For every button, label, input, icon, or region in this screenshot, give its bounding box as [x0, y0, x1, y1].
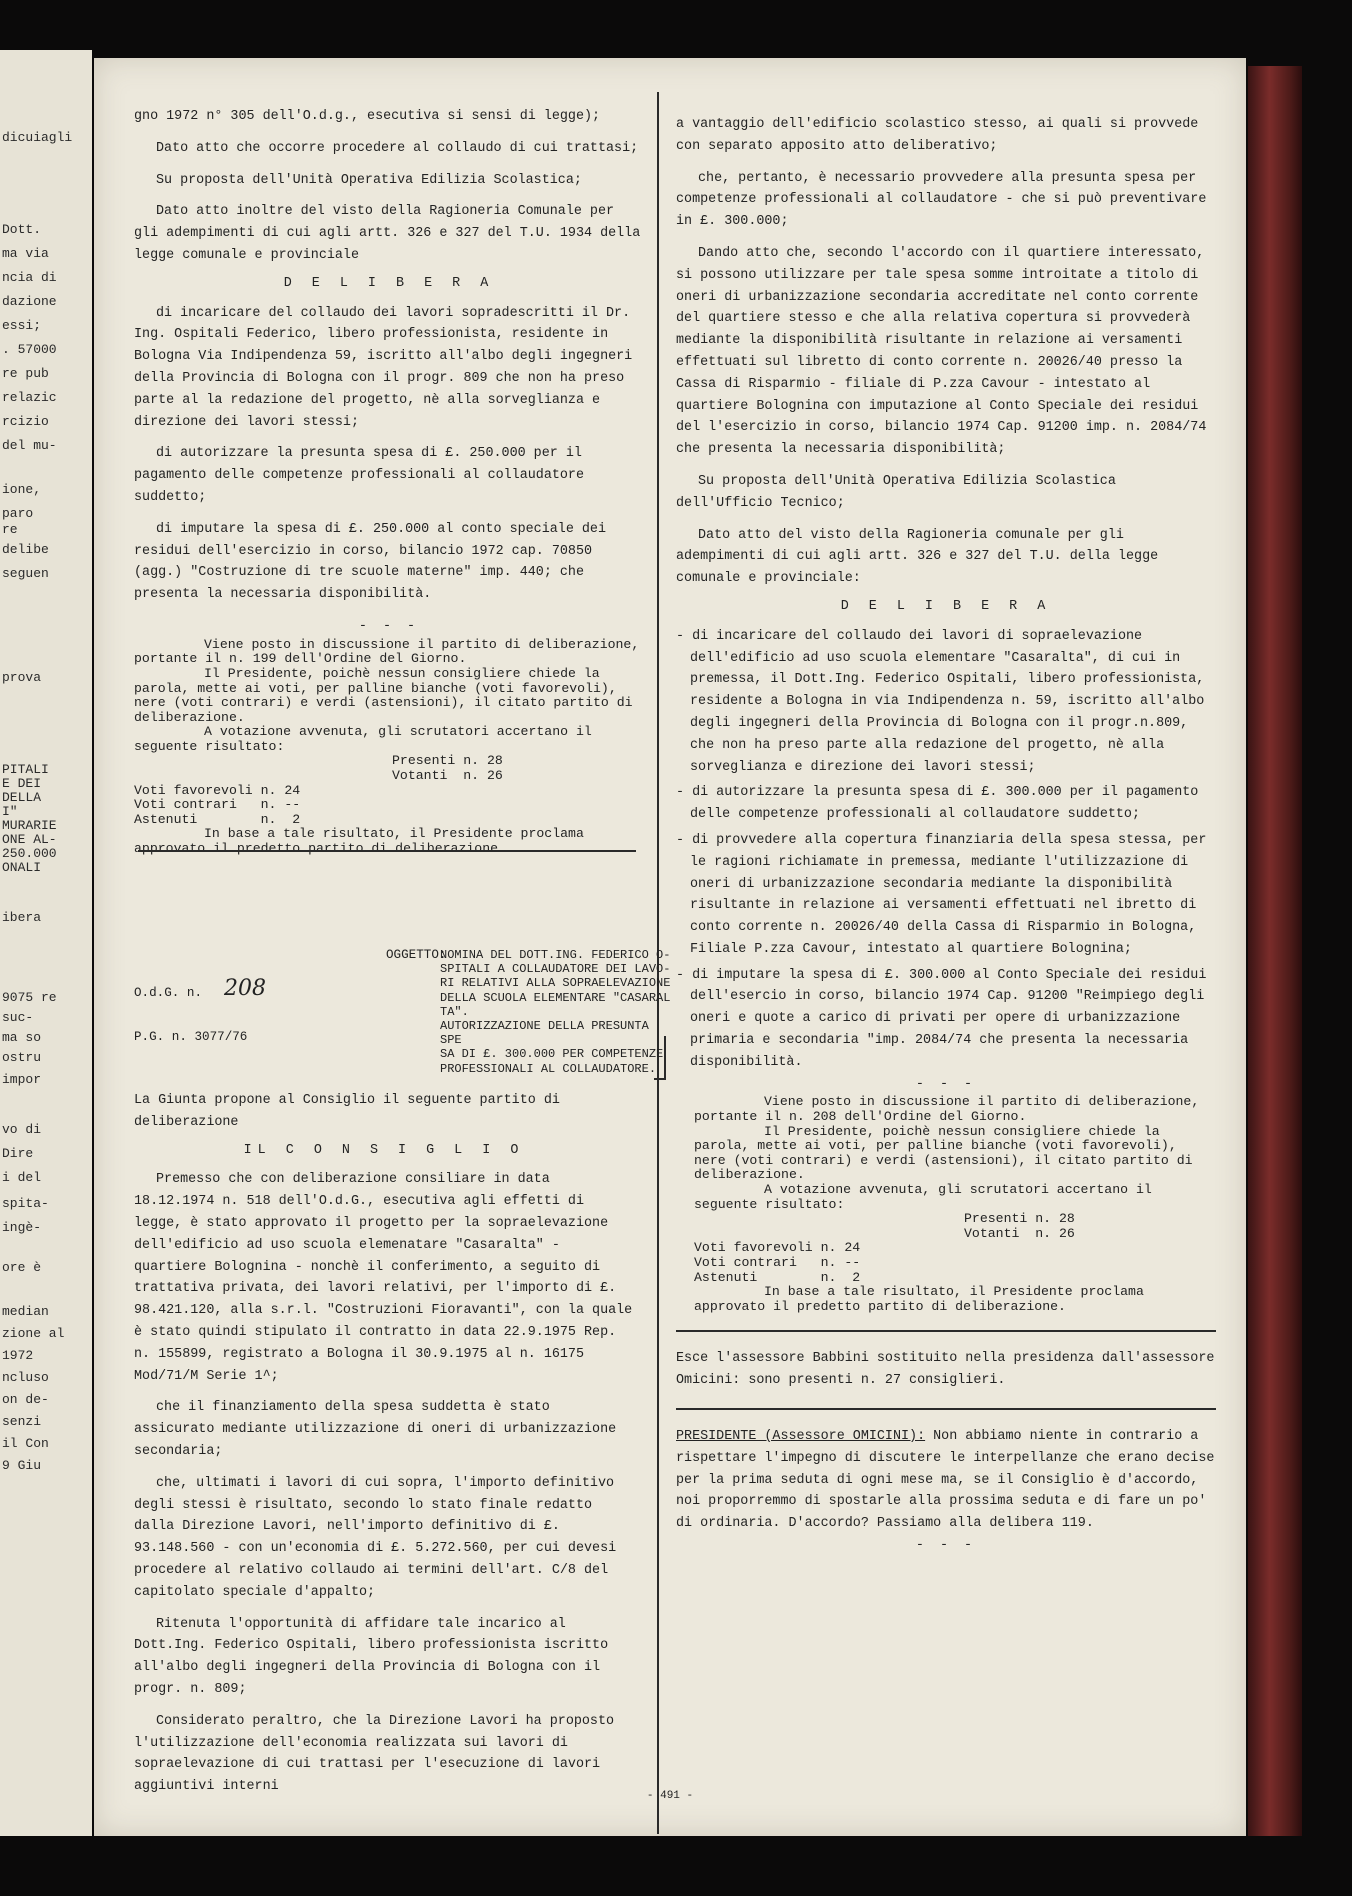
paragraph: Su proposta dell'Unità Operativa Edilizia Scolastica;	[156, 172, 582, 188]
presidente-label: PRESIDENTE (Assessore OMICINI):	[676, 1428, 926, 1444]
vote-text: Il Presidente, poichè nessun consigliere chiede la parola, mette ai voti, per palline bianche (voti favorevoli), nere (voti contrari) e verdi (astensioni), il citato partito di deliberazione.	[694, 1123, 1193, 1183]
prev-page-line: Dire	[2, 1146, 34, 1161]
prev-page-line: dazione	[2, 294, 57, 309]
prev-page-line: ma so	[2, 1030, 42, 1045]
prev-page-line: 1972	[2, 1348, 34, 1363]
proclama: In base a tale risultato, il Presidente proclama approvato il predetto partito di deliberazione.	[134, 826, 584, 857]
delibera-item: - di imputare la spesa di £. 300.000 al Conto Speciale dei residui dell'esercio in corso, bilancio 1974 Cap. 91200 "Reimpiego degli oneri e quote a carico di privati per opere di urbanizzazione primaria e secondaria "imp. 2084/74 che presenta la necessaria disponibilità.	[676, 967, 1207, 1070]
book-binding	[1248, 66, 1302, 1836]
oggetto-label: OGGETTO:	[386, 948, 447, 962]
prev-page-line: 9075 re	[2, 990, 57, 1005]
end-separator: - - -	[915, 1537, 977, 1553]
document-page	[94, 58, 1246, 1836]
pg-number: P.G. n. 3077/76	[134, 1030, 248, 1044]
votanti: Votanti n. 26	[392, 768, 503, 784]
prev-page-line: E DEI	[2, 776, 42, 791]
paragraph: che, ultimati i lavori di cui sopra, l'importo definitivo degli stessi è risultato, secondo lo stato finale redatto dalla Direzione Lavori, nell'importo definitivo di £. 93.148.560 - con un'economia di £. 5.272.560, per cui devesi procedere al relativo collaudo ai termini dell'art. C/8 del capitolato speciale d'appalto;	[134, 1475, 617, 1600]
paragraph: Su proposta dell'Unità Operativa Edilizia Scolastica dell'Ufficio Tecnico;	[676, 473, 1116, 511]
prev-page-line: relazic	[2, 390, 57, 405]
prev-page-line: ore è	[2, 1260, 42, 1275]
delibera-item: di incaricare del collaudo dei lavori sopradescritti il Dr. Ing. Ospitali Federico, libero professionista, residente in Bologna Via Indipendenza 59, iscritto all'albo degli ingegneri della Provincia di Bologna con il progr. 809 che non ha preso parte al la redazione del progetto, nè alla sorveglianza e direzione dei lavori stessi;	[134, 305, 633, 430]
presidente-text: Non abbiamo niente in contrario a rispettare l'impegno di discutere le interpellanze che erano decise per la prima seduta di ogni mese ma, se il Consiglio è d'accordo, noi proporremmo di spostarle alla prossima seduta e di fare un po' di ordinaria. D'accordo? Passiamo alla delibera 119.	[676, 1428, 1215, 1532]
prev-page-line: ibera	[2, 910, 42, 925]
right-column	[676, 114, 1216, 1557]
astenuti: Astenuti n. 2	[694, 1269, 861, 1285]
previous-page-edge	[0, 50, 92, 1836]
prev-page-line: senzi	[2, 1414, 42, 1429]
prev-page-line: ncluso	[2, 1370, 49, 1385]
delibera-item: - di autorizzare la presunta spesa di £. 300.000 per il pagamento delle competenze professionali al collaudatore suddetto;	[676, 785, 1199, 823]
delibera-item: - di provvedere alla copertura finanziaria della spesa stessa, per le ragioni richiamate in premessa, mediante l'utilizzazione di oneri di urbanizzazione secondaria mediante la disponibilità risultante in relazione ai versamenti effettuati nel ibretto di conto corrente n. 20026/40 della Cassa di Risparmio in Bologna, Filiale P.zza Cavour, intestato al quartiere Bolognina;	[676, 832, 1207, 957]
prev-page-line: suc-	[2, 1010, 34, 1025]
prev-page-line: Dott.	[2, 222, 42, 237]
prev-page-line: 250.000	[2, 846, 57, 861]
paragraph: a vantaggio dell'edificio scolastico stesso, ai quali si provvede con separato apposito atto deliberativo;	[676, 117, 1199, 154]
delibera-item: di imputare la spesa di £. 250.000 al conto speciale dei residui dell'esercizio in corso, bilancio 1972 cap. 70850 (agg.) "Costruzione di tre scuole materne" imp. 440; che presenta la necessaria disponibilità.	[134, 521, 606, 603]
paragraph: che, pertanto, è necessario provvedere alla presunta spesa per competenze professionali al collaudatore - che si può preventivare in £. 300.000;	[676, 170, 1207, 230]
voti-contrari: Voti contrari n. --	[134, 797, 301, 813]
separator: - - -	[915, 1076, 977, 1092]
paragraph: Dato atto che occorre procedere al collaudo di cui trattasi;	[156, 140, 639, 156]
prev-page-line: spita-	[2, 1196, 49, 1211]
section-divider	[676, 1330, 1216, 1332]
prev-page-line: ma via	[2, 246, 49, 261]
proclama: In base a tale risultato, il Presidente proclama approvato il predetto partito di deliberazione.	[694, 1284, 1144, 1314]
voti-favorevoli: Voti favorevoli n. 24	[694, 1240, 861, 1256]
prev-page-line: re pub	[2, 366, 49, 381]
prev-page-line: dicuiagli	[2, 130, 73, 145]
page-number: - 491 -	[646, 1790, 694, 1802]
prev-page-line: PITALI	[2, 762, 49, 777]
prev-page-line: ostru	[2, 1050, 42, 1065]
vote-text: Il Presidente, poichè nessun consigliere chiede la parola, mette ai voti, per palline bianche (voti favorevoli), nere (voti contrari) e verdi (astensioni), il citato partito di deliberazione.	[134, 665, 633, 725]
prev-page-line: on de-	[2, 1392, 49, 1407]
section-divider	[676, 1408, 1216, 1410]
paragraph: Premesso che con deliberazione consiliare in data 18.12.1974 n. 518 dell'O.d.G., esecutiva agli effetti di legge, è stato approvato il progetto per la sopraelevazione dell'edificio ad uso scuola elemenatare "Casaralta" - quartiere Bolognina - nonchè il conferimento, a seguito di trattativa privata, dei lavori relativi, per l'importo di £. 98.421.120, alla s.r.l. "Costruzioni Fioravanti", con la quale è stato quindi stipulato il contratto in data 22.9.1975 Rep. n. 155899, registrato a Bologna il 30.9.1975 al n. 16175 Mod/71/M Serie 1^;	[134, 1172, 633, 1384]
odg-number: 208	[224, 976, 266, 1001]
prev-page-line: essi;	[2, 318, 42, 333]
paragraph: Dando atto che, secondo l'accordo con il quartiere interessato, si possono utilizzare per tale spesa somme introitate a titolo di oneri di urbanizzazione secondaria accreditate nel conto corrente del quartiere stesso e che alla relativa copertura si provvederà mediante la disponibilità risultante in relazione ai versamenti effettuati sul libretto di conto corrente n. 20026/40 presso la Cassa di Risparmio - filiale di P.zza Cavour - intestato al quartiere Bolognina con imputazione al Conto Speciale dei residui del l'esercizio in corso, bilancio 1974 Cap. 91200 imp. n. 2084/74 che presenta la necessaria disponibilità;	[676, 245, 1207, 458]
prev-page-line: del mu-	[2, 438, 57, 453]
paragraph: Ritenuta l'opportunità di affidare tale incarico al Dott.Ing. Federico Ospitali, libero professionista iscritto all'albo degli ingegneri della Provincia di Bologna con il progr. n. 809;	[134, 1616, 609, 1697]
prev-page-line: impor	[2, 1072, 42, 1087]
prev-page-line: seguen	[2, 566, 49, 581]
prev-page-line: 9 Giu	[2, 1458, 42, 1473]
prev-page-line: ingè-	[2, 1220, 42, 1235]
oggetto-text: NOMINA DEL DOTT.ING. FEDERICO O- SPITALI A COLLAUDATORE DEI LAVO- RI RELATIVI ALLA SOPRAELEVAZIONE DELLA SCUOLA ELEMENTARE "CASARAL TA". AUTORIZZAZIONE DELLA PRESUNTA SPE SA DI £. 300.000 PER COMPETENZE PROFESSIONALI AL COLLAUDATORE.	[440, 948, 671, 1076]
prev-page-line: zione al	[2, 1326, 65, 1341]
vote-text: A votazione avvenuta, gli scrutatori accertano il seguente risultato:	[134, 724, 592, 754]
vote-text: Viene posto in discussione il partito di deliberazione, portante il n. 208 dell'Ordine del Giorno.	[694, 1094, 1200, 1125]
prev-page-line: ione,	[2, 482, 42, 497]
prev-page-line: DELLA	[2, 790, 42, 805]
votanti: Votanti n. 26	[964, 1225, 1075, 1241]
consiglio-heading: IL C O N S I G L I O	[243, 1142, 525, 1158]
vote-text: A votazione avvenuta, gli scrutatori accertano il seguente risultato:	[694, 1182, 1152, 1212]
prev-page-line: i del	[2, 1170, 42, 1185]
left-column-top	[134, 106, 644, 857]
prev-page-line: re	[2, 522, 18, 537]
prev-page-line: paro	[2, 506, 34, 521]
presenti: Presenti n. 28	[964, 1211, 1075, 1227]
paragraph: che il finanziamento della spesa suddetta è stato assicurato mediante utilizzazione di oneri di urbanizzazione secondaria;	[134, 1400, 617, 1459]
separator: - - -	[358, 618, 420, 634]
voti-contrari: Voti contrari n. --	[694, 1255, 861, 1270]
prev-page-line: median	[2, 1304, 49, 1319]
astenuti: Astenuti n. 2	[134, 811, 301, 827]
prev-page-line: ncia di	[2, 270, 57, 285]
prev-page-line: MURARIE	[2, 818, 57, 833]
paragraph: Dato atto del visto della Ragioneria comunale per gli adempimenti di cui agli artt. 326 e 327 del T.U. della legge comunale e provinciale:	[676, 527, 1159, 587]
odg-label: O.d.G. n.	[134, 986, 203, 1000]
paragraph: Dato atto inoltre del visto della Ragioneria Comunale per gli adempimenti di cui agli artt. 326 e 327 del T.U. 1934 della legge comunale e provinciale	[134, 204, 641, 263]
left-column-lower	[134, 1090, 634, 1798]
prev-page-line: . 57000	[2, 342, 57, 357]
prev-page-line: delibe	[2, 542, 49, 557]
esce-note: Esce l'assessore Babbini sostituito nella presidenza dall'assessore Omicini: sono presenti n. 27 consiglieri.	[676, 1351, 1215, 1389]
delibera-item: di autorizzare la presunta spesa di £. 250.000 per il pagamento delle competenze professionali al collaudatore suddetto;	[134, 446, 584, 505]
delibera-heading: D E L I B E R A	[840, 598, 1052, 614]
giunta-text: La Giunta propone al Consiglio il seguente partito di deliberazione	[134, 1093, 560, 1130]
prev-page-line: ONALI	[2, 860, 42, 875]
voti-favorevoli: Voti favorevoli n. 24	[134, 782, 301, 798]
prev-page-line: il Con	[2, 1436, 49, 1451]
prev-page-line: prova	[2, 670, 42, 685]
prev-page-line: vo di	[2, 1122, 42, 1137]
prev-page-line: ONE AL-	[2, 832, 57, 847]
delibera-item: - di incaricare del collaudo dei lavori di sopraelevazione dell'edificio ad uso scuola elementare "Casaralta", di cui in premessa, il Dott.Ing. Federico Ospitali, libero professionista, residente a Bologna in via Indipendenza n. 59, iscritto all'albo degli ingegneri della Provincia di Bologna con il progr.n.809, che non ha preso parte alla redazione del progetto, nè alla sorveglianza e direzione dei lavori stessi;	[676, 628, 1205, 775]
presenti: Presenti n. 28	[392, 753, 503, 769]
vote-text: Viene posto in discussione il partito di deliberazione, portante il n. 199 dell'Ordine del Giorno.	[134, 636, 640, 667]
delibera-heading: D E L I B E R A	[283, 275, 495, 291]
section-divider	[138, 850, 636, 852]
prev-page-line: rcizio	[2, 414, 49, 429]
paragraph: Considerato peraltro, che la Direzione Lavori ha proposto l'utilizzazione dell'economia realizzata sui lavori di sopraelevazione di cui trattasi per l'esecuzione di lavori aggiuntivi interni	[134, 1713, 615, 1795]
intro-line: gno 1972 n° 305 dell'O.d.g., esecutiva si sensi di legge);	[134, 109, 601, 124]
oggetto-bracket	[654, 1036, 666, 1080]
prev-page-line: I"	[2, 804, 18, 819]
